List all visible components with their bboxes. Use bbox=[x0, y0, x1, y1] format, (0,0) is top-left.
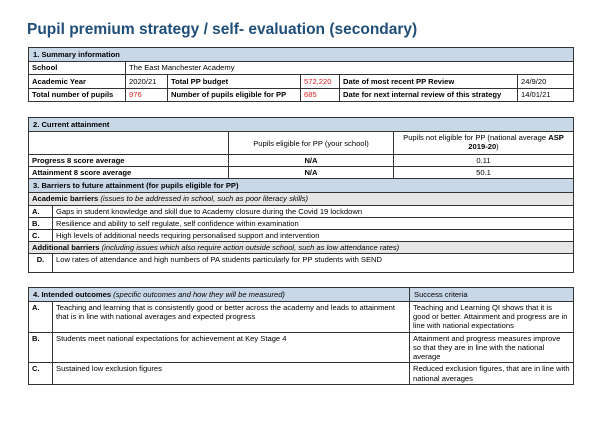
outcomes-heading-label: 4. Intended outcomes bbox=[33, 290, 114, 299]
progress8-label: Progress 8 score average bbox=[29, 155, 229, 167]
table-row bbox=[29, 302, 574, 333]
barrier-text: High levels of additional needs requiring personalised support and intervention bbox=[53, 229, 574, 241]
table-row bbox=[29, 333, 574, 363]
list-item bbox=[29, 229, 574, 241]
page-title: Pupil premium strategy / self- evaluation (secondary) bbox=[27, 21, 418, 38]
summary-table bbox=[28, 47, 574, 102]
outcome-text: Sustained low exclusion figures bbox=[53, 363, 410, 384]
outcome-criteria: Teaching and Learning QI shows that it is good or better. Attainment and progress are in line with national expectations bbox=[410, 302, 574, 333]
table-row bbox=[29, 363, 574, 384]
academic-year-value: 2020/21 bbox=[126, 75, 168, 89]
outcome-key: A. bbox=[29, 302, 53, 333]
additional-barriers-note: (including issues which also require action outside school, such as low attendance rates) bbox=[101, 242, 400, 252]
outcome-key: C. bbox=[29, 363, 53, 384]
attainment-barriers-table bbox=[28, 117, 574, 273]
school-value: The East Manchester Academy bbox=[126, 61, 574, 75]
outcome-text: Students meet national expectations for achievement at Key Stage 4 bbox=[53, 333, 410, 363]
additional-barriers-label: Additional barriers bbox=[32, 242, 102, 252]
additional-barriers-header bbox=[29, 241, 574, 253]
col-non-pp-bold: ASP 2019-20 bbox=[468, 133, 564, 152]
col-non-pp-end: ) bbox=[496, 142, 499, 152]
col-non-pp-text: Pupils not eligible for PP (national average bbox=[403, 133, 549, 143]
col-non-pp-header bbox=[394, 132, 574, 155]
summary-heading: 1. Summary information bbox=[29, 48, 574, 62]
list-item bbox=[29, 217, 574, 229]
total-pupils-label: Total number of pupils bbox=[29, 88, 126, 102]
table-row bbox=[29, 155, 574, 167]
col-pp-header: Pupils eligible for PP (your school) bbox=[229, 132, 394, 155]
outcomes-heading-note: (specific outcomes and how they will be measured) bbox=[113, 290, 285, 299]
table-row bbox=[29, 167, 574, 179]
next-review-label: Date for next internal review of this strategy bbox=[340, 88, 518, 102]
success-criteria-header: Success criteria bbox=[410, 288, 574, 302]
barrier-text: Low rates of attendance and high numbers of PA students particularly for PP students with SEND bbox=[53, 253, 574, 272]
total-pp-budget-value: 572,220 bbox=[301, 75, 340, 89]
academic-barriers-note: (issues to be addressed in school, such as poor literacy skills) bbox=[100, 194, 309, 204]
outcome-text: Teaching and learning that is consistently good or better across the academy and leads to attainment that is in line with national averages and expected progress bbox=[53, 302, 410, 333]
academic-year-label: Academic Year bbox=[29, 75, 126, 89]
attainment8-pp-value: N/A bbox=[229, 167, 394, 179]
barrier-text: Resilience and ability to self regulate, self confidence within examination bbox=[53, 217, 574, 229]
attainment-heading: 2. Current attainment bbox=[29, 118, 574, 132]
total-pp-budget-label: Total PP budget bbox=[168, 75, 301, 89]
academic-barriers-header bbox=[29, 193, 574, 205]
outcome-criteria: Reduced exclusion figures, that are in line with national averages bbox=[410, 363, 574, 384]
attainment8-label: Attainment 8 score average bbox=[29, 167, 229, 179]
academic-barriers-label: Academic barriers bbox=[32, 194, 101, 204]
barriers-heading: 3. Barriers to future attainment (for pupils eligible for PP) bbox=[29, 179, 574, 193]
list-item bbox=[29, 253, 574, 272]
outcome-key: B. bbox=[29, 333, 53, 363]
barrier-key: A. bbox=[29, 205, 53, 217]
total-pupils-value: 976 bbox=[126, 88, 168, 102]
review-date-label: Date of most recent PP Review bbox=[340, 75, 518, 89]
outcomes-heading bbox=[29, 288, 410, 302]
barrier-key: D. bbox=[29, 253, 53, 272]
outcome-criteria: Attainment and progress measures improve so that they are in line with the national average bbox=[410, 333, 574, 363]
barrier-key: B. bbox=[29, 217, 53, 229]
barrier-text: Gaps in student knowledge and skill due to Academy closure during the Covid 19 lockdown bbox=[53, 205, 574, 217]
school-label: School bbox=[29, 61, 126, 75]
list-item bbox=[29, 205, 574, 217]
eligible-pp-label: Number of pupils eligible for PP bbox=[168, 88, 301, 102]
outcomes-table bbox=[28, 287, 574, 385]
attainment-corner-cell bbox=[29, 132, 229, 155]
eligible-pp-value: 685 bbox=[301, 88, 340, 102]
attainment8-non-pp-value: 50.1 bbox=[394, 167, 574, 179]
progress8-non-pp-value: 0.11 bbox=[394, 155, 574, 167]
next-review-value: 14/01/21 bbox=[518, 88, 574, 102]
progress8-pp-value: N/A bbox=[229, 155, 394, 167]
review-date-value: 24/9/20 bbox=[518, 75, 574, 89]
barrier-key: C. bbox=[29, 229, 53, 241]
